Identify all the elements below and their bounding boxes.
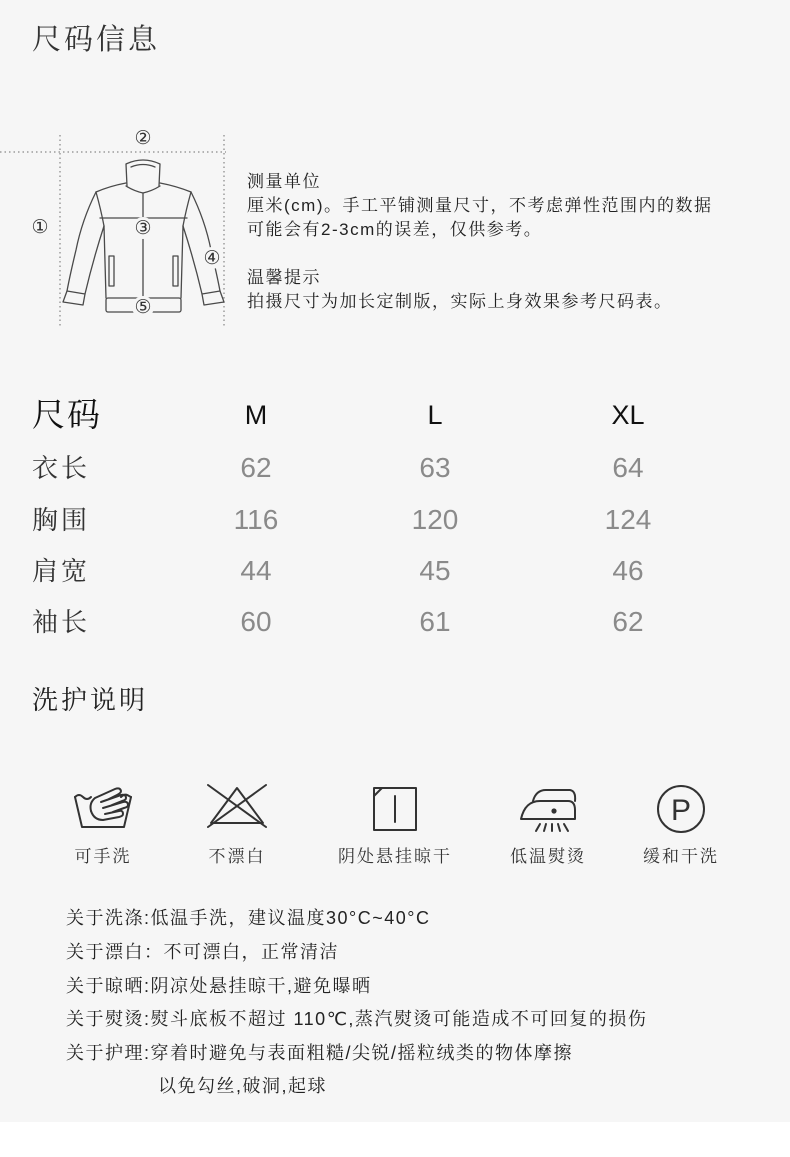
- size-column-header: M: [244, 400, 268, 430]
- size-header-label: 尺码: [32, 396, 102, 433]
- table-row: [0, 498, 790, 542]
- row-label: 胸围: [32, 505, 91, 535]
- marker-1: ①: [29, 216, 51, 238]
- marker-2: ②: [132, 127, 154, 149]
- tip-line: 拍摄尺寸为加长定制版，实际上身效果参考尺码表。: [247, 292, 673, 311]
- size-column-header: XL: [611, 400, 645, 430]
- care-symbol-label: 可手洗: [74, 847, 132, 866]
- table-row: [0, 446, 790, 490]
- jacket-measure-diagram: [0, 127, 240, 330]
- table-cell: 60: [240, 606, 272, 637]
- care-symbol-dry-clean: [601, 783, 761, 868]
- care-symbol-no-bleach: [157, 783, 317, 868]
- hand-wash-icon: [71, 783, 135, 835]
- size-table-header: [0, 393, 790, 437]
- hang-dry-shade-icon: [363, 783, 427, 835]
- row-label: 衣长: [32, 453, 91, 483]
- table-cell: 120: [411, 504, 459, 535]
- care-note: 关于洗涤:低温手洗，建议温度30°C~40°C: [66, 908, 431, 928]
- table-cell: 62: [612, 606, 644, 637]
- care-note: 关于晾晒:阴凉处悬挂晾干,避免曝晒: [66, 976, 372, 996]
- size-column-header: L: [427, 400, 443, 430]
- table-cell: 61: [419, 606, 451, 637]
- table-row: [0, 549, 790, 593]
- measure-unit-heading: 测量单位: [247, 172, 321, 191]
- table-cell: 46: [612, 555, 644, 586]
- dry-clean-letter: P: [670, 794, 692, 827]
- table-cell: 64: [612, 452, 644, 483]
- care-note: 关于漂白：不可漂白，正常清洁: [66, 942, 339, 962]
- page-title: 尺码信息: [32, 24, 161, 56]
- table-cell: 45: [419, 555, 451, 586]
- row-label: 袖长: [32, 607, 91, 637]
- iron-low-temp-icon: [516, 783, 580, 835]
- table-cell: 124: [604, 504, 652, 535]
- marker-4: ④: [201, 247, 223, 269]
- no-bleach-icon: [205, 783, 269, 835]
- care-symbol-label: 缓和干洗: [643, 847, 719, 866]
- care-note-continuation: 以免勾丝,破洞,起球: [158, 1076, 328, 1096]
- marker-3: ③: [132, 217, 154, 239]
- tip-heading: 温馨提示: [247, 268, 321, 287]
- care-symbol-label: 阴处悬挂晾干: [338, 847, 452, 866]
- care-heading: 洗护说明: [32, 685, 149, 715]
- row-label: 肩宽: [32, 556, 91, 586]
- table-row: [0, 600, 790, 644]
- care-note: 关于熨烫:熨斗底板不超过 110℃,蒸汽熨烫可能造成不可回复的损伤: [66, 1009, 648, 1029]
- table-cell: 62: [240, 452, 272, 483]
- table-cell: 116: [233, 504, 279, 535]
- bottom-strip: [0, 1122, 790, 1157]
- care-symbol-label: 低温熨烫: [510, 847, 586, 866]
- care-symbol-hang-dry-shade: [315, 783, 475, 868]
- care-symbol-label: 不漂白: [208, 847, 266, 866]
- measure-unit-line: 厘米(cm)。手工平铺测量尺寸，不考虑弹性范围内的数据: [247, 196, 713, 215]
- measure-unit-line: 可能会有2-3cm的误差，仅供参考。: [247, 220, 543, 239]
- care-note: 关于护理:穿着时避免与表面粗糙/尖锐/摇粒绒类的物体摩擦: [66, 1043, 574, 1063]
- table-cell: 44: [240, 555, 272, 586]
- dry-clean-p-icon: [649, 783, 713, 835]
- marker-5: ⑤: [132, 296, 154, 318]
- table-cell: 63: [419, 452, 451, 483]
